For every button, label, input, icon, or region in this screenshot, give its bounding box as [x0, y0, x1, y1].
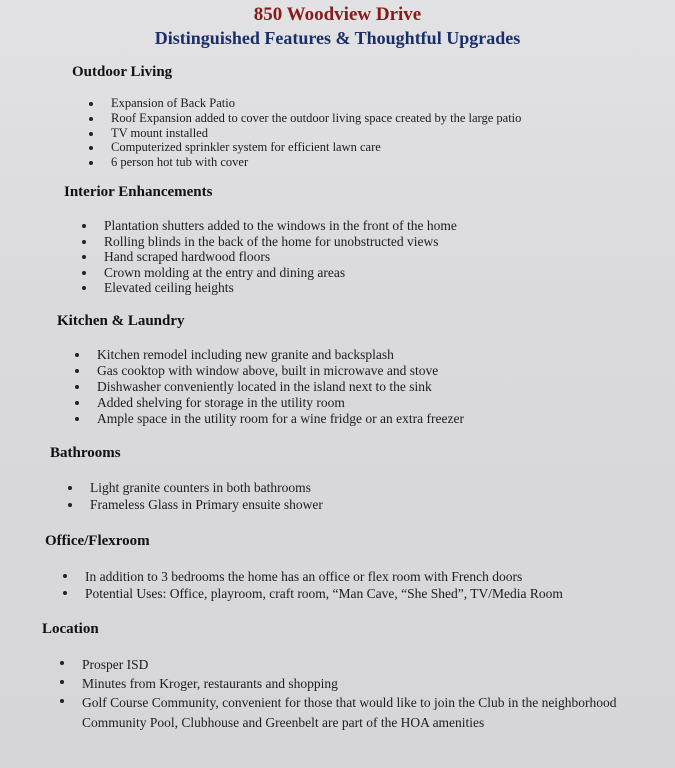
section-heading: Interior Enhancements: [64, 184, 213, 200]
list-item: Light granite counters in both bathrooms: [68, 480, 323, 497]
section-heading: Bathrooms: [50, 445, 121, 461]
section-kitchen-laundry: [57, 313, 464, 427]
list-item: In addition to 3 bedrooms the home has an office or flex room with French doors: [63, 568, 563, 585]
list-item: Rolling blinds in the back of the home for unobstructed views: [82, 234, 457, 250]
section-office-flexroom: [45, 533, 563, 602]
bullet-list: [82, 218, 457, 296]
section-heading: Outdoor Living: [72, 64, 173, 80]
list-item: Elevated ceiling heights: [82, 280, 457, 296]
list-item: Gas cooktop with window above, built in microwave and stove: [75, 363, 464, 379]
document-subtitle: Distinguished Features & Thoughtful Upgrades: [154, 28, 521, 48]
section-location: [42, 621, 642, 732]
bullet-list: [63, 568, 563, 602]
list-item: Minutes from Kroger, restaurants and shopping: [60, 674, 642, 693]
list-item: Potential Uses: Office, playroom, craft room, “Man Cave, “She Shed”, TV/Media Room: [63, 585, 563, 602]
section-interior-enhancements: [64, 184, 457, 296]
section-outdoor-living: [72, 64, 521, 170]
list-item: 6 person hot tub with cover: [89, 155, 521, 170]
list-item: Golf Course Community, convenient for those that would like to join the Club in the neighborhood Community Pool, Clubhouse and Greenbelt are part of the HOA amenities: [60, 693, 642, 732]
section-heading: Kitchen & Laundry: [57, 313, 185, 329]
list-item: Kitchen remodel including new granite and backsplash: [75, 347, 464, 363]
list-item: Dishwasher conveniently located in the island next to the sink: [75, 379, 464, 395]
list-item: Roof Expansion added to cover the outdoor living space created by the large patio: [89, 111, 521, 126]
list-item: Added shelving for storage in the utility room: [75, 395, 464, 411]
document-title: 850 Woodview Drive: [253, 4, 422, 25]
list-item: Expansion of Back Patio: [89, 96, 521, 111]
list-item: Crown molding at the entry and dining areas: [82, 265, 457, 281]
section-heading: Location: [42, 621, 99, 637]
list-item: Ample space in the utility room for a wine fridge or an extra freezer: [75, 411, 464, 427]
bullet-list: [60, 655, 642, 732]
bullet-list: [68, 480, 323, 513]
section-heading: Office/Flexroom: [45, 533, 150, 549]
list-item: Computerized sprinkler system for efficient lawn care: [89, 140, 521, 155]
list-item: TV mount installed: [89, 126, 521, 141]
list-item: Frameless Glass in Primary ensuite shower: [68, 497, 323, 514]
list-item: Hand scraped hardwood floors: [82, 249, 457, 265]
bullet-list: [89, 96, 521, 170]
list-item: Prosper ISD: [60, 655, 642, 674]
bullet-list: [75, 347, 464, 427]
list-item: Plantation shutters added to the windows in the front of the home: [82, 218, 457, 234]
section-bathrooms: [50, 445, 323, 513]
